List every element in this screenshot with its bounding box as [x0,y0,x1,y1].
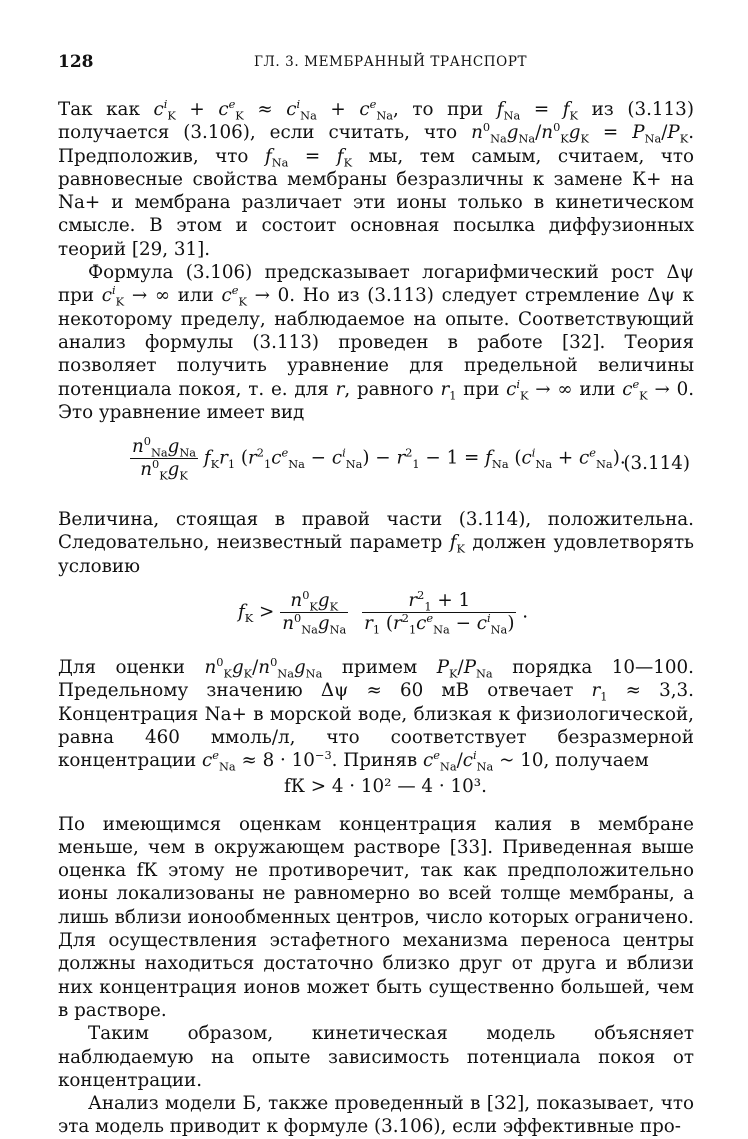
page-header [58,52,702,76]
running-head: ГЛ. 3. МЕМБРАННЫЙ ТРАНСПОРТ [254,54,528,70]
equation-3-114: $\frac{n^0_{Na}g_{Na}}{n^0_Kg_K}$ $f_Kr_1$ $(r^2_1c^e_{Na} - c^i_{Na}) - r^2_1 - 1 = f_{Na}$ $(c^i_{Na} + c^e_{Na})$. (3.114) [132,434,690,483]
paragraph-1: Так как $c^i_K + c^e_K \approx c^i_{Na} + c^e_{Na}$, то при $f_{Na} = f_K$ из (3.113) получается (3.106), если считать, что $n^0_{Na}g_{Na}/n^0_Kg_K = P_{Na}/P_K$. Предположив, что $f_{Na} = f_K$ мы, тем самым, считаем, что равновесные свойства мембраны безразличны к замене К+ на Na+ и мембрана различает эти ионы только в кинетическом смысле. В этом и состоит основная посылка диффузионных теорий [29, 31]. [58,96,694,260]
paragraph-6: Таким образом, кинетическая модель объясняет наблюдаемую на опыте зависимость потенциала покоя от концентрации. [58,1023,694,1091]
inequality: $f_K$ > $\frac{n^0_Kg_K}{n^0_{Na}g_{Na}}$ $\frac{r^2_1 + 1}{r_1 (r^2_1c^e_{Na} - c^i_{Na})}$ . [238,587,529,637]
page-number: 128 [58,52,94,72]
inequality-fraction-2: $\frac{r^2_1 + 1}{r_1 (r^2_1c^e_{Na} - c^i_{Na})}$ [364,587,515,637]
paragraph-2: Формула (3.106) предсказывает логарифмический рост Δψ при $c^i_K$ → ∞ или $c^e_K \to 0$. Но из (3.113) следует стремление Δψ к некоторому пределу, наблюдаемое на опыте. Соответствующий анализ формулы (3.113) проведен в работе [32]. Теория позволяет получить уравнение для предельной величины потенциала покоя, т. е. для r, равного $r_1$ при $c^i_K$ → ∞ или $c^e_K \to 0$. Это уравнение имеет вид [58,262,695,423]
inequality-fraction-1: $\frac{n^0_Kg_K}{n^0_{Na}g_{Na}}$ [282,587,347,637]
result-inequality [58,775,694,801]
result-inequality-text: fК > 4 · 10² — 4 · 10³. [284,775,487,797]
paragraph-4: Для оценки $n^0_Kg_K/n^0_{Na}g_{Na}$ примем $P_K/P_{Na}$ порядка 10—100. Предельному значению Δψ ≈ 60 мВ отвечает $r_1 \approx 3,3$. Концентрация Na+ в морской воде, близкая к физиологической, равна 460 ммоль/л, что соответствует безразмерной концентрации $c^e_{Na} \approx 8 \cdot 10^{-3}$. Приняв $c^e_{Na}/c^i_{Na}$ ~ 10, получаем [58,654,694,774]
paragraph-5: По имеющимся оценкам концентрация калия в мембране меньше, чем в окружающем растворе [33]. Приведенная выше оценка fК этому не противоречит, так как предположительно ионы локализованы не равномерно во всей толще мембраны, а лишь вблизи ионообменных центров, число которых ограничено. Для осуществления эстафетного механизма переноса центры должны находиться достаточно близко друг от друга и вблизи них концентрация ионов может быть существенно большей, чем в растворе. [58,813,694,1021]
equation-number: (3.114) [623,453,690,475]
equation-fraction: $\frac{n^0_{Na}g_{Na}}{n^0_Kg_K}$ [132,434,197,483]
paragraph-7: Анализ модели Б, также проведенный в [32], показывает, что эта модель приводит к формуле (3.106), если эффективные про- [58,1093,694,1138]
page-body [58,98,694,1139]
paragraph-3: Величина, стоящая в правой части (3.114), положительна. Следовательно, неизвестный параметр $f_K$ должен удовлетворять условию [58,509,695,577]
